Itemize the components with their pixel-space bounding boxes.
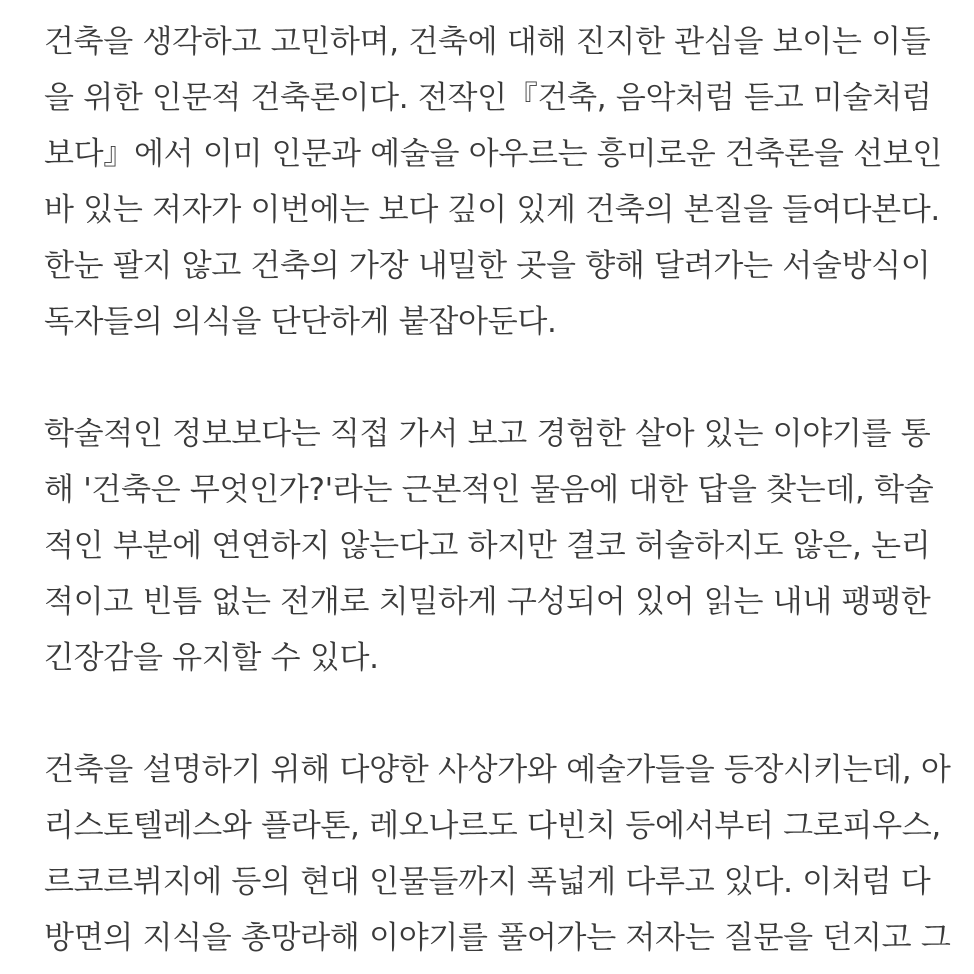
text-line: 보다』에서 이미 인문과 예술을 아우르는 흥미로운 건축론을 선보인 <box>44 136 943 172</box>
text-line: 독자들의 의식을 단단하게 붙잡아둔다. <box>44 304 557 340</box>
text-line: 해 '건축은 무엇인가?'라는 근본적인 물음에 대한 답을 찾는데, 학술 <box>44 472 934 508</box>
text-line: 방면의 지식을 총망라해 이야기를 풀어가는 저자는 질문을 던지고 그 <box>44 920 951 956</box>
paragraph-3 <box>44 742 954 966</box>
paragraph-1 <box>44 14 954 350</box>
paragraph-gap <box>44 350 954 406</box>
text-line: 적이고 빈틈 없는 전개로 치밀하게 구성되어 있어 읽는 내내 팽팽한 <box>44 584 931 620</box>
text-line: 을 위한 인문적 건축론이다. 전작인『건축, 음악처럼 듣고 미술처럼 <box>44 80 932 116</box>
text-line: 바 있는 저자가 이번에는 보다 깊이 있게 건축의 본질을 들여다본다. <box>44 192 940 228</box>
text-line: 건축을 생각하고 고민하며, 건축에 대해 진지한 관심을 보이는 이들 <box>44 24 931 60</box>
text-line: 학술적인 정보보다는 직접 가서 보고 경험한 살아 있는 이야기를 통 <box>44 416 931 452</box>
paragraph-gap <box>44 686 954 742</box>
text-line: 긴장감을 유지할 수 있다. <box>44 640 379 676</box>
text-line: 건축을 설명하기 위해 다양한 사상가와 예술가들을 등장시키는데, 아 <box>44 752 951 788</box>
text-line: 리스토텔레스와 플라톤, 레오나르도 다빈치 등에서부터 그로피우스, <box>44 808 941 844</box>
text-line: 적인 부분에 연연하지 않는다고 하지만 결코 허술하지도 않은, 논리 <box>44 528 931 564</box>
text-line: 르코르뷔지에 등의 현대 인물들까지 폭넓게 다루고 있다. 이처럼 다 <box>44 864 931 900</box>
paragraph-2 <box>44 406 954 686</box>
text-line: 한눈 팔지 않고 건축의 가장 내밀한 곳을 향해 달려가는 서술방식이 <box>44 248 931 284</box>
